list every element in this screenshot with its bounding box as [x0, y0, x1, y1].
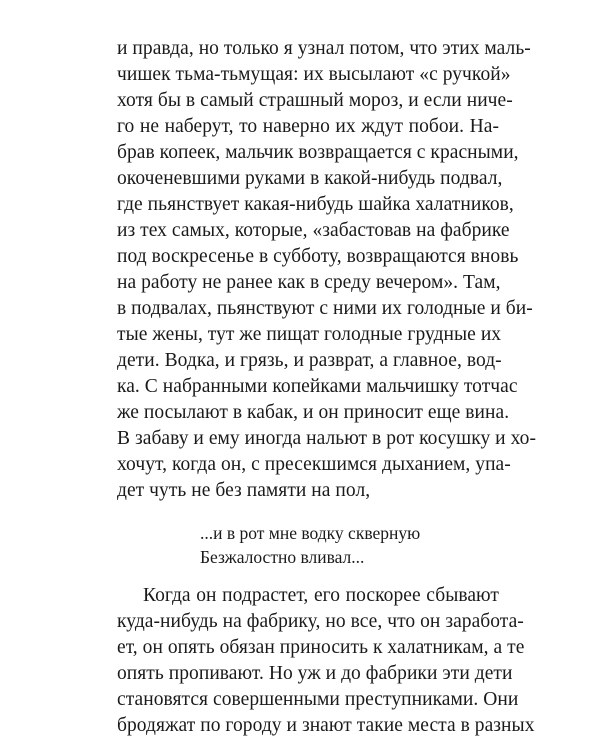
text-line: дет чуть не без памяти на пол,	[117, 480, 371, 501]
text-line: и правда, но только я узнал потом, что этих маль-	[117, 38, 531, 59]
text-line: где пьянствует какая-нибудь шайка халатников,	[117, 194, 514, 215]
text-line: ет, он опять обязан приносить к халатникам, а те	[117, 637, 525, 658]
text-line: хотя бы в самый страшный мороз, и если ниче-	[117, 90, 513, 111]
text-line: чишек тьма-тьмущая: их высылают «с ручкой»	[117, 64, 511, 85]
text-line: бродяжат по городу и знают такие места в разных	[117, 715, 535, 736]
text-line: дети. Водка, и грязь, и разврат, а главное, вод-	[117, 350, 502, 371]
text-line: в подвалах, пьянствуют с ними их голодные и би-	[117, 298, 533, 319]
text-line: Когда он подрастет, его поскорее сбывают	[143, 585, 499, 606]
text-line: же посылают в кабак, и он приносит еще вина.	[117, 402, 510, 423]
text-line: тые жены, тут же пищат голодные грудные их	[117, 324, 502, 345]
text-line: куда-нибудь на фабрику, но все, что он заработа-	[117, 611, 524, 632]
verse-line: ...и в рот мне водку скверную	[200, 523, 421, 543]
text-line: из тех самых, которые, «забастовав на фабрике	[117, 220, 510, 241]
text-line: брав копеек, мальчик возвращается с красными,	[117, 142, 519, 163]
text-line: В забаву и ему иногда нальют в рот косушку и хо-	[117, 428, 536, 449]
text-line: становятся совершенными преступниками. Они	[117, 689, 519, 710]
text-line: окоченевшими руками в какой-нибудь подвал,	[117, 168, 503, 189]
text-line: опять пропивают. Но уж и до фабрики эти дети	[117, 663, 513, 684]
text-line: на работу не ранее как в среду вечером». Там,	[117, 272, 501, 293]
text-line: хочут, когда он, с пресекшимся дыханием, упа-	[117, 454, 511, 475]
text-line: го не наберут, то наверно их ждут побои. На-	[117, 116, 499, 137]
verse-line: Безжалостно вливал...	[200, 547, 365, 567]
text-line: ка. С набранными копейками мальчишку тотчас	[117, 376, 518, 397]
text-line: под воскресенье в субботу, возвращаются вновь	[117, 246, 519, 267]
